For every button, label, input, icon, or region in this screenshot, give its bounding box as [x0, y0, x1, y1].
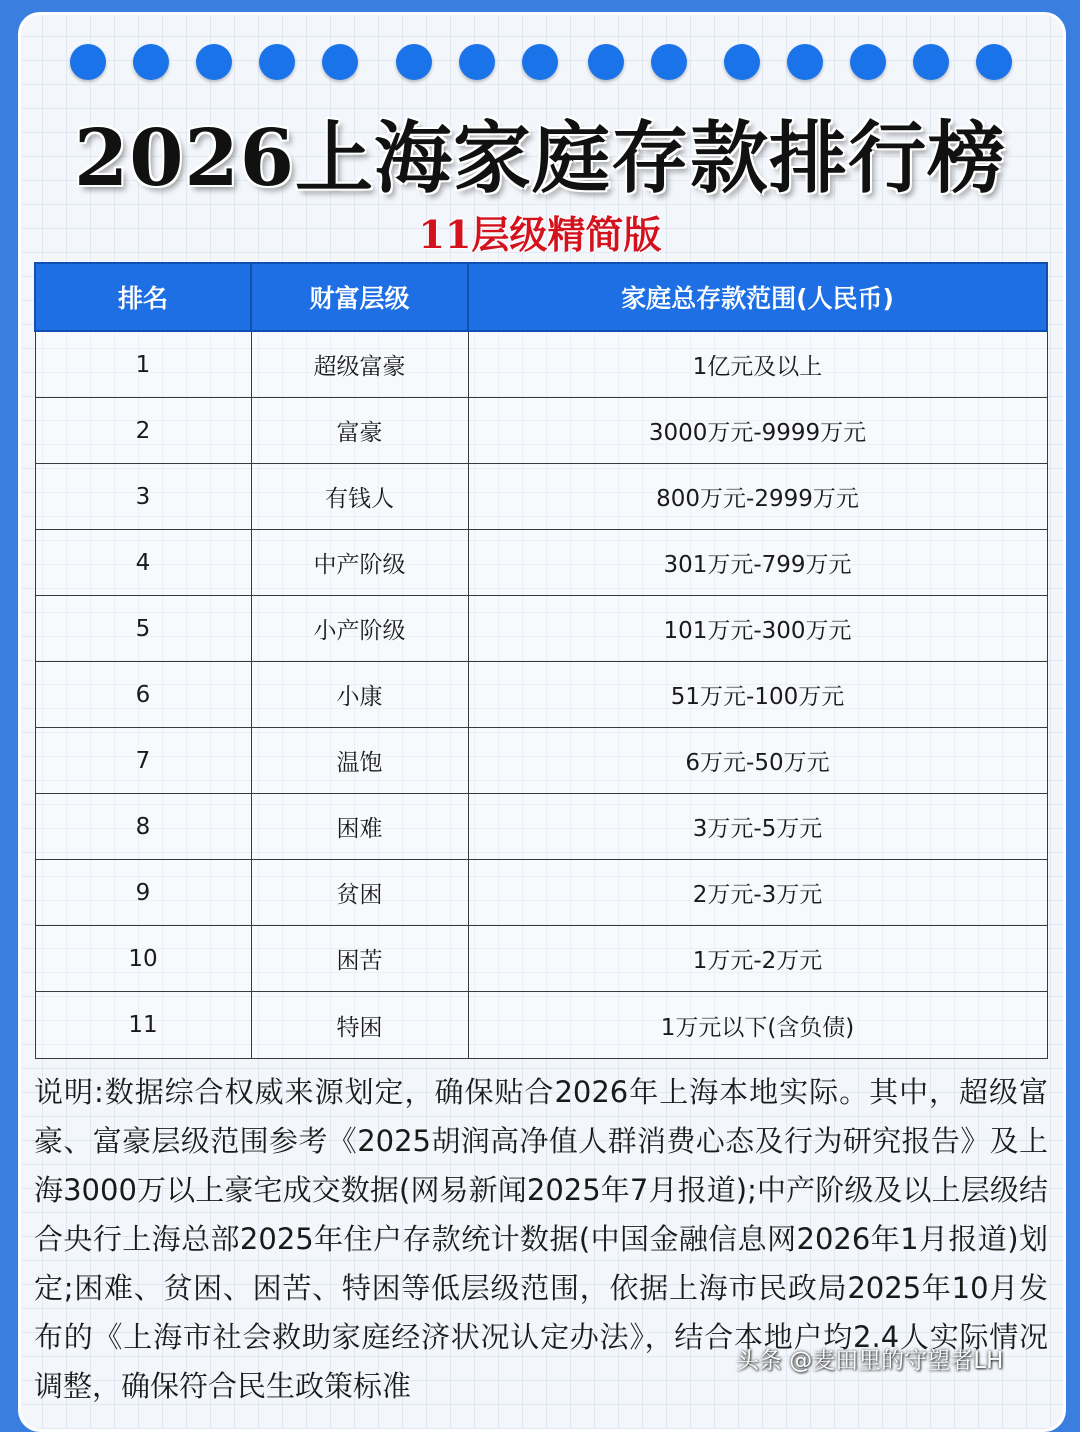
binder-hole [396, 44, 432, 80]
page-title: 2026上海家庭存款排行榜 [73, 113, 1007, 204]
table-row [35, 728, 1047, 794]
range-cell: 1万元-2万元 [468, 926, 1047, 992]
source-watermark: 头条 @麦田里的守望者LH [736, 1348, 1004, 1374]
rank-cell: 11 [35, 992, 251, 1059]
binder-hole [196, 44, 232, 80]
rank-cell: 3 [35, 464, 251, 530]
binder-hole [459, 44, 495, 80]
table-row [35, 530, 1047, 596]
binder-hole [259, 44, 295, 80]
binder-hole [70, 44, 106, 80]
rank-cell: 7 [35, 728, 251, 794]
rank-cell: 10 [35, 926, 251, 992]
tier-cell: 困苦 [251, 926, 468, 992]
binder-hole [522, 44, 558, 80]
tier-cell: 富豪 [251, 398, 468, 464]
table-row [35, 794, 1047, 860]
table-row [35, 464, 1047, 530]
tier-cell: 温饱 [251, 728, 468, 794]
range-cell: 3万元-5万元 [468, 794, 1047, 860]
binder-hole [850, 44, 886, 80]
tier-cell: 困难 [251, 794, 468, 860]
rank-cell: 5 [35, 596, 251, 662]
header-rank: 排名 [35, 263, 251, 331]
header-tier: 财富层级 [251, 263, 468, 331]
binder-hole [787, 44, 823, 80]
range-cell: 6万元-50万元 [468, 728, 1047, 794]
range-cell: 1万元以下(含负债) [468, 992, 1047, 1059]
table-row [35, 398, 1047, 464]
binder-hole [724, 44, 760, 80]
range-cell: 3000万元-9999万元 [468, 398, 1047, 464]
range-cell: 101万元-300万元 [468, 596, 1047, 662]
tier-cell: 超级富豪 [251, 331, 468, 398]
rank-cell: 4 [35, 530, 251, 596]
range-cell: 301万元-799万元 [468, 530, 1047, 596]
tier-cell: 中产阶级 [251, 530, 468, 596]
tier-cell: 小康 [251, 662, 468, 728]
rank-cell: 9 [35, 860, 251, 926]
binder-holes [0, 44, 1080, 84]
table-header-row [35, 263, 1047, 331]
table-row [35, 992, 1047, 1059]
binder-hole [976, 44, 1012, 80]
page-subtitle: 11层级精简版 [418, 212, 662, 257]
rank-cell: 1 [35, 331, 251, 398]
explanation-note: 说明:数据综合权威来源划定，确保贴合2026年上海本地实际。其中，超级富豪、富豪层级范围参考《2025胡润高净值人群消费心态及行为研究报告》及上海3000万以上豪宅成交数据(网易新闻2025年7月报道);中产阶级及以上层级结合央行上海总部2025年住户存款统计数据(中国金融信息网2026年1月报道)划定;困难、贫困、困苦、特困等低层级范围，依据上海市民政局2025年10月发布的《上海市社会救助家庭经济状况认定办法》，结合本地户均2.4人实际情况调整，确保符合民生政策标准 [34, 1075, 1048, 1403]
binder-hole [651, 44, 687, 80]
tier-cell: 小产阶级 [251, 596, 468, 662]
rank-cell: 6 [35, 662, 251, 728]
table-row [35, 926, 1047, 992]
ranking-table [34, 262, 1048, 1059]
range-cell: 51万元-100万元 [468, 662, 1047, 728]
rank-cell: 2 [35, 398, 251, 464]
tier-cell: 有钱人 [251, 464, 468, 530]
binder-hole [322, 44, 358, 80]
table-row [35, 860, 1047, 926]
range-cell: 1亿元及以上 [468, 331, 1047, 398]
table-row [35, 662, 1047, 728]
header-range: 家庭总存款范围(人民币) [468, 263, 1047, 331]
table-row [35, 331, 1047, 398]
tier-cell: 贫困 [251, 860, 468, 926]
range-cell: 800万元-2999万元 [468, 464, 1047, 530]
binder-hole [588, 44, 624, 80]
binder-hole [913, 44, 949, 80]
rank-cell: 8 [35, 794, 251, 860]
binder-hole [133, 44, 169, 80]
range-cell: 2万元-3万元 [468, 860, 1047, 926]
table-row [35, 596, 1047, 662]
tier-cell: 特困 [251, 992, 468, 1059]
